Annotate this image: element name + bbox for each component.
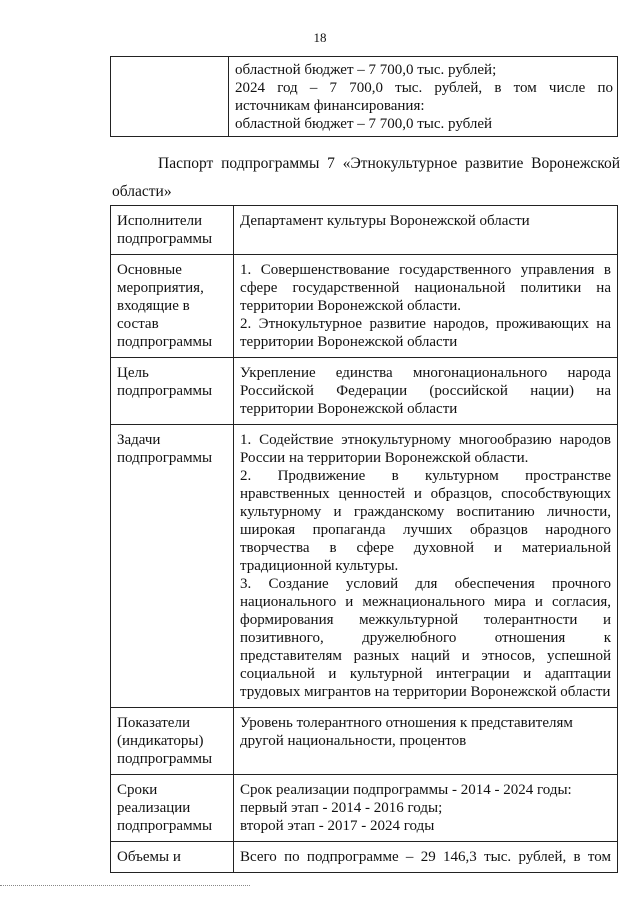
budget-cell [229,57,618,137]
budget-continuation-table [110,56,618,137]
row-value-main-activities [234,255,618,358]
table-row [111,358,618,425]
row-key-volumes: Объемы и [111,842,234,873]
row-value-tasks [234,425,618,708]
subprogram-passport-caption [112,150,620,206]
value-paragraph: Уровень толерантного отношения к представителям другой национальности, процентов [240,715,573,749]
table-row [111,206,618,255]
value-paragraph: Всего по подпрограмме – 29 146,3 тыс. рублей, в том [240,849,611,865]
row-key-goal: Цель подпрограммы [111,358,234,425]
table-row [111,57,618,137]
table-row [111,775,618,842]
row-key-executors: Исполнители подпрограммы [111,206,234,255]
value-paragraph: 3. Создание условий для обеспечения прочного национального и межнационального мира и согласия, формирования межкультурной толерантности и позитивного, дружелюбного отношения к представителям разных наций и этносов, успешной социальной и культурной интеграции и адаптации трудовых мигрантов на территории Воронежской области [240,576,611,700]
value-paragraph: 1. Совершенствование государственного управления в сфере государственной национальной политики на территории Воронежской области. [240,262,611,314]
caption-line: области» [112,183,172,200]
value-paragraph: Укрепление единства многонационального народа Российской Федерации (российской нации) на территории Воронежской области [240,365,611,417]
row-value-timeline [234,775,618,842]
budget-line: 2024 год – 7 700,0 тыс. рублей, в том числе по [235,80,613,96]
page-number: 18 [313,30,327,45]
table-row [111,425,618,708]
value-paragraph: второй этап - 2017 - 2024 годы [240,818,435,834]
value-paragraph: 2. Этнокультурное развитие народов, проживающих на территории Воронежской области [240,316,611,350]
value-paragraph: Департамент культуры Воронежской области [240,213,530,229]
row-value-indicators [234,708,618,775]
passport-table [110,205,618,873]
empty-key-cell [111,57,229,137]
table-row [111,708,618,775]
row-value-volumes [234,842,618,873]
value-paragraph: 1. Содействие этнокультурному многообразию народов России на территории Воронежской области. [240,432,611,466]
value-paragraph: первый этап - 2014 - 2016 годы; [240,800,443,816]
table-row [111,255,618,358]
caption-line: Паспорт подпрограммы 7 «Этнокультурное развитие Воронежской [158,155,620,172]
row-key-tasks: Задачи подпрограммы [111,425,234,708]
value-paragraph: 2. Продвижение в культурном пространстве нравственных ценностей и образцов, способствующих культурному и гражданскому воспитанию личности, широкая пропаганда лучших образцов народного творчества в сфере духовной и материальной традиционной культуры. [240,468,611,574]
footer-divider [0,885,250,886]
row-key-timeline: Сроки реализации подпрограммы [111,775,234,842]
row-key-main-activities: Основные мероприятия, входящие в состав подпрограммы [111,255,234,358]
row-key-indicators: Показатели (индикаторы) подпрограммы [111,708,234,775]
table-row [111,842,618,873]
budget-line: областной бюджет – 7 700,0 тыс. рублей; [235,62,497,78]
budget-line: областной бюджет – 7 700,0 тыс. рублей [235,116,493,132]
row-value-goal [234,358,618,425]
row-value-executors [234,206,618,255]
value-paragraph: Срок реализации подпрограммы - 2014 - 2024 годы: [240,782,572,798]
budget-line: источникам финансирования: [235,98,425,114]
